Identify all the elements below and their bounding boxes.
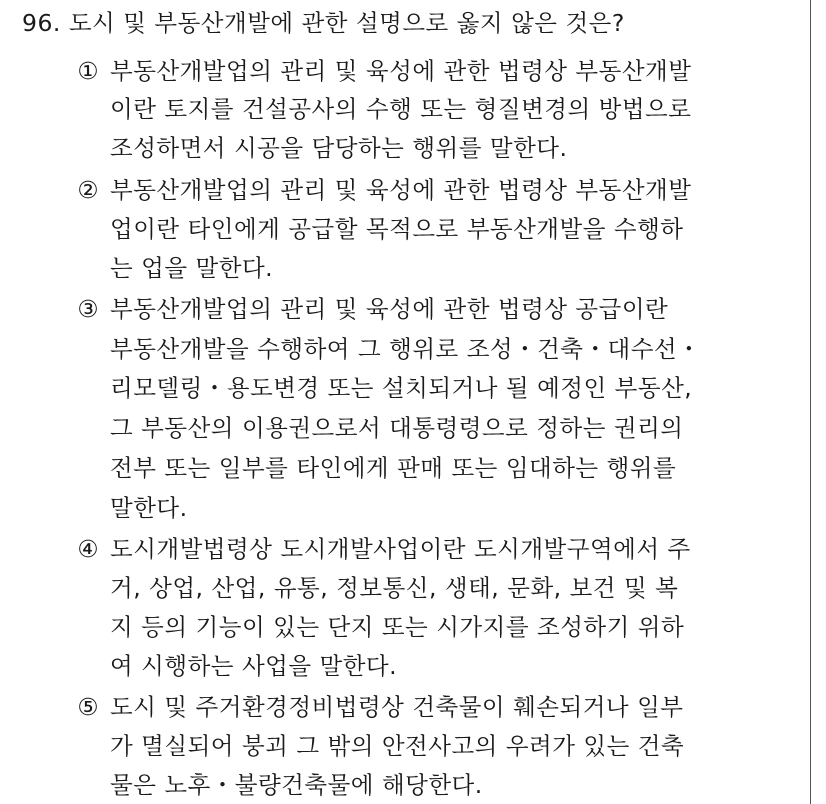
right-border-rule <box>810 0 811 804</box>
option-5-line-2: 가 멸실되어 붕괴 그 밖의 안전사고의 우려가 있는 건축 <box>110 732 685 760</box>
option-3-line-5: 전부 또는 일부를 타인에게 판매 또는 임대하는 행위를 <box>110 454 677 482</box>
option-1-line-1: 부동산개발업의 관리 및 육성에 관한 법령상 부동산개발 <box>110 57 692 85</box>
option-4-line-4: 여 시행하는 사업을 말한다. <box>110 652 398 680</box>
option-2-line-1: 부동산개발업의 관리 및 육성에 관한 법령상 부동산개발 <box>110 176 692 204</box>
option-5-marker: ⑤ <box>77 693 99 721</box>
option-3-line-6: 말한다. <box>110 494 188 522</box>
option-3-line-2: 부동산개발을 수행하여 그 행위로 조성・건축・대수선・ <box>110 335 702 363</box>
option-3-line-4: 그 부동산의 이용권으로서 대통령령으로 정하는 권리의 <box>110 414 684 442</box>
option-5-line-3: 물은 노후・불량건축물에 해당한다. <box>110 771 483 799</box>
option-2-marker: ② <box>77 176 99 204</box>
option-1-line-2: 이란 토지를 건설공사의 수행 또는 형질변경의 방법으로 <box>110 95 692 123</box>
option-3-line-1: 부동산개발업의 관리 및 육성에 관한 법령상 공급이란 <box>110 295 669 323</box>
option-5-line-1: 도시 및 주거환경정비법령상 건축물이 훼손되거나 일부 <box>110 693 684 721</box>
question-number: 96. <box>22 9 61 37</box>
option-4-marker: ④ <box>77 535 99 563</box>
option-3-marker: ③ <box>77 295 99 323</box>
option-2-line-3: 는 업을 말한다. <box>110 254 274 282</box>
option-4-line-2: 거, 상업, 산업, 유통, 정보통신, 생태, 문화, 보건 및 복 <box>110 574 679 602</box>
question-line <box>22 8 625 38</box>
option-4-line-3: 지 등의 기능이 있는 단지 또는 시가지를 조성하기 위하 <box>110 613 685 641</box>
option-1-line-3: 조성하면서 시공을 담당하는 행위를 말한다. <box>110 134 568 162</box>
option-1-marker: ① <box>77 57 99 85</box>
option-3-line-3: 리모델링・용도변경 또는 설치되거나 될 예정인 부동산, <box>110 374 693 402</box>
option-2-line-2: 업이란 타인에게 공급할 목적으로 부동산개발을 수행하 <box>110 215 684 243</box>
option-4-line-1: 도시개발법령상 도시개발사업이란 도시개발구역에서 주 <box>110 535 691 563</box>
question-text: 도시 및 부동산개발에 관한 설명으로 옳지 않은 것은? <box>68 9 625 37</box>
